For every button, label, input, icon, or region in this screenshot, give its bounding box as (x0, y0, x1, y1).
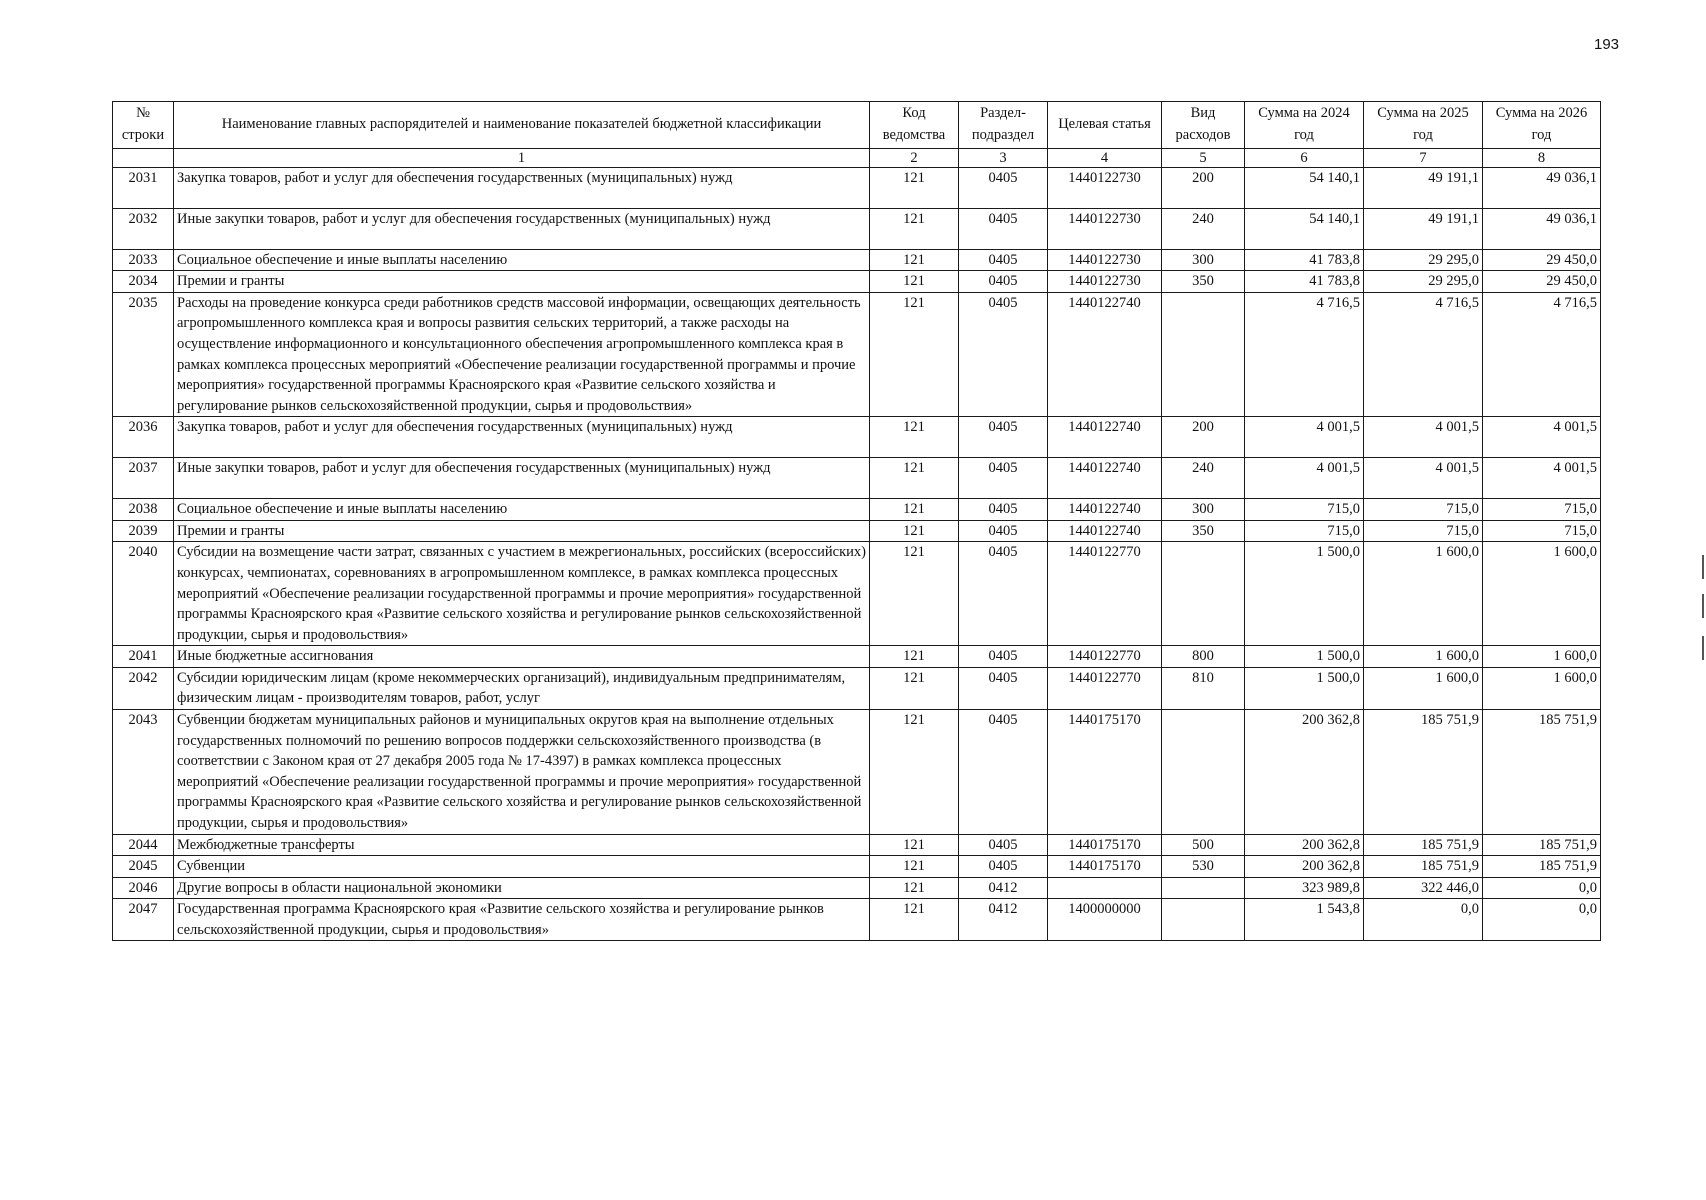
dept-code-cell: 121 (870, 542, 959, 646)
row-name-cell: Премии и гранты (174, 520, 870, 542)
expense-kind-cell: 240 (1162, 208, 1245, 249)
page-number: 193 (1594, 36, 1620, 53)
sum-2026-cell: 185 751,9 (1483, 834, 1601, 856)
section-cell: 0405 (959, 520, 1048, 542)
expense-kind-cell: 200 (1162, 417, 1245, 458)
dept-code-cell: 121 (870, 834, 959, 856)
target-article-cell: 1440122730 (1048, 167, 1162, 208)
row-number-cell: 2033 (113, 249, 174, 271)
target-article-cell: 1440122740 (1048, 520, 1162, 542)
scan-edge-mark (1702, 594, 1704, 618)
scan-edge-mark (1702, 636, 1704, 660)
target-article-cell: 1440122730 (1048, 249, 1162, 271)
table-body (113, 167, 1601, 941)
sum-2026-cell: 29 450,0 (1483, 249, 1601, 271)
row-name-cell: Закупка товаров, работ и услуг для обеспечения государственных (муниципальных) нужд (174, 417, 870, 458)
sum-2024-cell: 4 001,5 (1245, 417, 1364, 458)
section-cell: 0405 (959, 271, 1048, 293)
column-number: 8 (1483, 148, 1601, 167)
section-cell: 0405 (959, 292, 1048, 416)
column-numbers-row (113, 148, 1601, 167)
section-cell: 0405 (959, 499, 1048, 521)
section-cell: 0412 (959, 899, 1048, 941)
sum-2025-cell: 185 751,9 (1364, 834, 1483, 856)
row-name-cell: Расходы на проведение конкурса среди работников средств массовой информации, освещающих деятельность агропромышленного комплекса края и вопросы развития сельских территорий, а также расходы на осуществление информационного и консультационного обеспечения агропромышленного комплекса края в рамках комплекса процессных мероприятий «Обеспечение реализации государственной программы и прочие мероприятия» государственной программы Красноярского края «Развитие сельского хозяйства и регулирование рынков сельскохозяйственной продукции, сырья и продовольствия» (174, 292, 870, 416)
row-number-cell: 2035 (113, 292, 174, 416)
section-cell: 0405 (959, 646, 1048, 668)
sum-2024-cell: 54 140,1 (1245, 167, 1364, 208)
header-row (113, 102, 1601, 149)
dept-code-cell: 121 (870, 499, 959, 521)
table-row (113, 208, 1601, 249)
expense-kind-cell: 240 (1162, 458, 1245, 499)
expense-kind-cell: 350 (1162, 520, 1245, 542)
target-article-cell: 1440122740 (1048, 417, 1162, 458)
dept-code-cell: 121 (870, 208, 959, 249)
sum-2024-cell: 200 362,8 (1245, 856, 1364, 878)
target-article-cell: 1440122740 (1048, 458, 1162, 499)
row-number-cell: 2041 (113, 646, 174, 668)
sum-2026-cell: 49 036,1 (1483, 167, 1601, 208)
dept-code-cell: 121 (870, 271, 959, 293)
section-cell: 0405 (959, 167, 1048, 208)
sum-2026-cell: 1 600,0 (1483, 667, 1601, 709)
budget-table (112, 101, 1601, 941)
table-row (113, 458, 1601, 499)
expense-kind-cell: 530 (1162, 856, 1245, 878)
dept-code-cell: 121 (870, 877, 959, 899)
sum-2025-cell: 715,0 (1364, 520, 1483, 542)
sum-2025-cell: 4 716,5 (1364, 292, 1483, 416)
sum-2026-cell: 4 001,5 (1483, 417, 1601, 458)
sum-2024-cell: 4 001,5 (1245, 458, 1364, 499)
sum-2026-cell: 0,0 (1483, 899, 1601, 941)
column-number: 6 (1245, 148, 1364, 167)
sum-2024-cell: 1 500,0 (1245, 542, 1364, 646)
sum-2026-cell: 185 751,9 (1483, 710, 1601, 834)
header-target: Целевая статья (1048, 102, 1162, 149)
sum-2025-cell: 1 600,0 (1364, 667, 1483, 709)
expense-kind-cell: 500 (1162, 834, 1245, 856)
sum-2026-cell: 49 036,1 (1483, 208, 1601, 249)
table-row (113, 899, 1601, 941)
table-row (113, 646, 1601, 668)
section-cell: 0405 (959, 417, 1048, 458)
sum-2025-cell: 322 446,0 (1364, 877, 1483, 899)
expense-kind-cell: 350 (1162, 271, 1245, 293)
row-name-cell: Премии и гранты (174, 271, 870, 293)
sum-2024-cell: 1 500,0 (1245, 667, 1364, 709)
dept-code-cell: 121 (870, 292, 959, 416)
row-name-cell: Другие вопросы в области национальной экономики (174, 877, 870, 899)
target-article-cell: 1440122740 (1048, 499, 1162, 521)
target-article-cell: 1440175170 (1048, 856, 1162, 878)
sum-2025-cell: 29 295,0 (1364, 271, 1483, 293)
section-cell: 0405 (959, 208, 1048, 249)
sum-2026-cell: 1 600,0 (1483, 646, 1601, 668)
dept-code-cell: 121 (870, 167, 959, 208)
section-cell: 0405 (959, 834, 1048, 856)
sum-2024-cell: 715,0 (1245, 520, 1364, 542)
section-cell: 0405 (959, 458, 1048, 499)
column-number: 2 (870, 148, 959, 167)
table-row (113, 834, 1601, 856)
row-name-cell: Иные закупки товаров, работ и услуг для обеспечения государственных (муниципальных) нужд (174, 208, 870, 249)
sum-2024-cell: 715,0 (1245, 499, 1364, 521)
dept-code-cell: 121 (870, 249, 959, 271)
row-name-cell: Межбюджетные трансферты (174, 834, 870, 856)
row-number-cell: 2039 (113, 520, 174, 542)
header-kind: Вид расходов (1162, 102, 1245, 149)
sum-2026-cell: 1 600,0 (1483, 542, 1601, 646)
header-section: Раздел-подраздел (959, 102, 1048, 149)
target-article-cell (1048, 877, 1162, 899)
column-number (113, 148, 174, 167)
sum-2025-cell: 185 751,9 (1364, 856, 1483, 878)
dept-code-cell: 121 (870, 899, 959, 941)
target-article-cell: 1440122730 (1048, 271, 1162, 293)
target-article-cell: 1440122730 (1048, 208, 1162, 249)
expense-kind-cell (1162, 877, 1245, 899)
column-number: 3 (959, 148, 1048, 167)
sum-2025-cell: 4 001,5 (1364, 417, 1483, 458)
dept-code-cell: 121 (870, 520, 959, 542)
expense-kind-cell (1162, 899, 1245, 941)
row-name-cell: Субвенции бюджетам муниципальных районов и муниципальных округов края на выполнение отдельных государственных полномочий по решению вопросов поддержки сельскохозяйственного производства (в соответствии с Законом края от 27 декабря 2005 года № 17-4397) в рамках комплекса процессных мероприятий «Обеспечение реализации государственной программы и прочие мероприятия» государственной программы Красноярского края «Развитие сельского хозяйства и регулирование рынков сельскохозяйственной продукции, сырья и продовольствия» (174, 710, 870, 834)
table-row (113, 710, 1601, 834)
column-number: 1 (174, 148, 870, 167)
sum-2024-cell: 41 783,8 (1245, 271, 1364, 293)
sum-2024-cell: 1 500,0 (1245, 646, 1364, 668)
dept-code-cell: 121 (870, 646, 959, 668)
header-name: Наименование главных распорядителей и наименование показателей бюджетной классификации (174, 102, 870, 149)
sum-2026-cell: 4 716,5 (1483, 292, 1601, 416)
row-number-cell: 2047 (113, 899, 174, 941)
header-sum-2026: Сумма на 2026 год (1483, 102, 1601, 149)
dept-code-cell: 121 (870, 710, 959, 834)
sum-2025-cell: 185 751,9 (1364, 710, 1483, 834)
target-article-cell: 1400000000 (1048, 899, 1162, 941)
sum-2025-cell: 4 001,5 (1364, 458, 1483, 499)
dept-code-cell: 121 (870, 856, 959, 878)
row-number-cell: 2036 (113, 417, 174, 458)
expense-kind-cell: 810 (1162, 667, 1245, 709)
section-cell: 0412 (959, 877, 1048, 899)
sum-2024-cell: 54 140,1 (1245, 208, 1364, 249)
header-sum-2024: Сумма на 2024 год (1245, 102, 1364, 149)
row-name-cell: Субвенции (174, 856, 870, 878)
dept-code-cell: 121 (870, 458, 959, 499)
table-row (113, 542, 1601, 646)
section-cell: 0405 (959, 710, 1048, 834)
sum-2025-cell: 1 600,0 (1364, 542, 1483, 646)
dept-code-cell: 121 (870, 667, 959, 709)
sum-2025-cell: 49 191,1 (1364, 208, 1483, 249)
table-row (113, 292, 1601, 416)
table-row (113, 271, 1601, 293)
column-number: 7 (1364, 148, 1483, 167)
row-number-cell: 2045 (113, 856, 174, 878)
target-article-cell: 1440122770 (1048, 667, 1162, 709)
expense-kind-cell (1162, 542, 1245, 646)
row-number-cell: 2044 (113, 834, 174, 856)
expense-kind-cell: 300 (1162, 249, 1245, 271)
row-number-cell: 2031 (113, 167, 174, 208)
target-article-cell: 1440122740 (1048, 292, 1162, 416)
column-number: 5 (1162, 148, 1245, 167)
sum-2024-cell: 200 362,8 (1245, 834, 1364, 856)
section-cell: 0405 (959, 856, 1048, 878)
table-row (113, 856, 1601, 878)
row-number-cell: 2042 (113, 667, 174, 709)
expense-kind-cell (1162, 292, 1245, 416)
table-row (113, 417, 1601, 458)
sum-2025-cell: 0,0 (1364, 899, 1483, 941)
sum-2024-cell: 200 362,8 (1245, 710, 1364, 834)
sum-2025-cell: 49 191,1 (1364, 167, 1483, 208)
target-article-cell: 1440122770 (1048, 646, 1162, 668)
target-article-cell: 1440175170 (1048, 834, 1162, 856)
row-name-cell: Субсидии на возмещение части затрат, связанных с участием в межрегиональных, российских (всероссийских) конкурсах, чемпионатах, соревнованиях в агропромышленном комплексе, в рамках комплекса процессных мероприятий «Обеспечение реализации государственной программы и прочие мероприятия» государственной программы Красноярского края «Развитие сельского хозяйства и регулирование рынков сельскохозяйственной продукции, сырья и продовольствия» (174, 542, 870, 646)
row-number-cell: 2037 (113, 458, 174, 499)
section-cell: 0405 (959, 667, 1048, 709)
section-cell: 0405 (959, 542, 1048, 646)
section-cell: 0405 (959, 249, 1048, 271)
row-name-cell: Социальное обеспечение и иные выплаты населению (174, 499, 870, 521)
row-name-cell: Иные закупки товаров, работ и услуг для обеспечения государственных (муниципальных) нужд (174, 458, 870, 499)
row-number-cell: 2038 (113, 499, 174, 521)
row-number-cell: 2043 (113, 710, 174, 834)
row-number-cell: 2032 (113, 208, 174, 249)
row-name-cell: Закупка товаров, работ и услуг для обеспечения государственных (муниципальных) нужд (174, 167, 870, 208)
table-row (113, 877, 1601, 899)
table-row (113, 520, 1601, 542)
sum-2026-cell: 29 450,0 (1483, 271, 1601, 293)
table-row (113, 667, 1601, 709)
sum-2026-cell: 4 001,5 (1483, 458, 1601, 499)
row-name-cell: Социальное обеспечение и иные выплаты населению (174, 249, 870, 271)
dept-code-cell: 121 (870, 417, 959, 458)
sum-2025-cell: 715,0 (1364, 499, 1483, 521)
sum-2024-cell: 4 716,5 (1245, 292, 1364, 416)
target-article-cell: 1440122770 (1048, 542, 1162, 646)
expense-kind-cell (1162, 710, 1245, 834)
sum-2024-cell: 41 783,8 (1245, 249, 1364, 271)
target-article-cell: 1440175170 (1048, 710, 1162, 834)
table-row (113, 499, 1601, 521)
sum-2026-cell: 715,0 (1483, 520, 1601, 542)
header-row-no: № строки (113, 102, 174, 149)
row-number-cell: 2040 (113, 542, 174, 646)
header-sum-2025: Сумма на 2025 год (1364, 102, 1483, 149)
expense-kind-cell: 800 (1162, 646, 1245, 668)
sum-2026-cell: 185 751,9 (1483, 856, 1601, 878)
sum-2025-cell: 29 295,0 (1364, 249, 1483, 271)
row-name-cell: Субсидии юридическим лицам (кроме некоммерческих организаций), индивидуальным предпринимателям, физическим лицам - производителям товаров, работ, услуг (174, 667, 870, 709)
expense-kind-cell: 200 (1162, 167, 1245, 208)
table-row (113, 167, 1601, 208)
expense-kind-cell: 300 (1162, 499, 1245, 521)
sum-2026-cell: 0,0 (1483, 877, 1601, 899)
sum-2024-cell: 1 543,8 (1245, 899, 1364, 941)
row-number-cell: 2046 (113, 877, 174, 899)
row-number-cell: 2034 (113, 271, 174, 293)
row-name-cell: Государственная программа Красноярского края «Развитие сельского хозяйства и регулирование рынков сельскохозяйственной продукции, сырья и продовольствия» (174, 899, 870, 941)
row-name-cell: Иные бюджетные ассигнования (174, 646, 870, 668)
scan-edge-mark (1702, 555, 1704, 579)
sum-2026-cell: 715,0 (1483, 499, 1601, 521)
header-dept: Код ведомства (870, 102, 959, 149)
sum-2025-cell: 1 600,0 (1364, 646, 1483, 668)
sum-2024-cell: 323 989,8 (1245, 877, 1364, 899)
table-row (113, 249, 1601, 271)
column-number: 4 (1048, 148, 1162, 167)
